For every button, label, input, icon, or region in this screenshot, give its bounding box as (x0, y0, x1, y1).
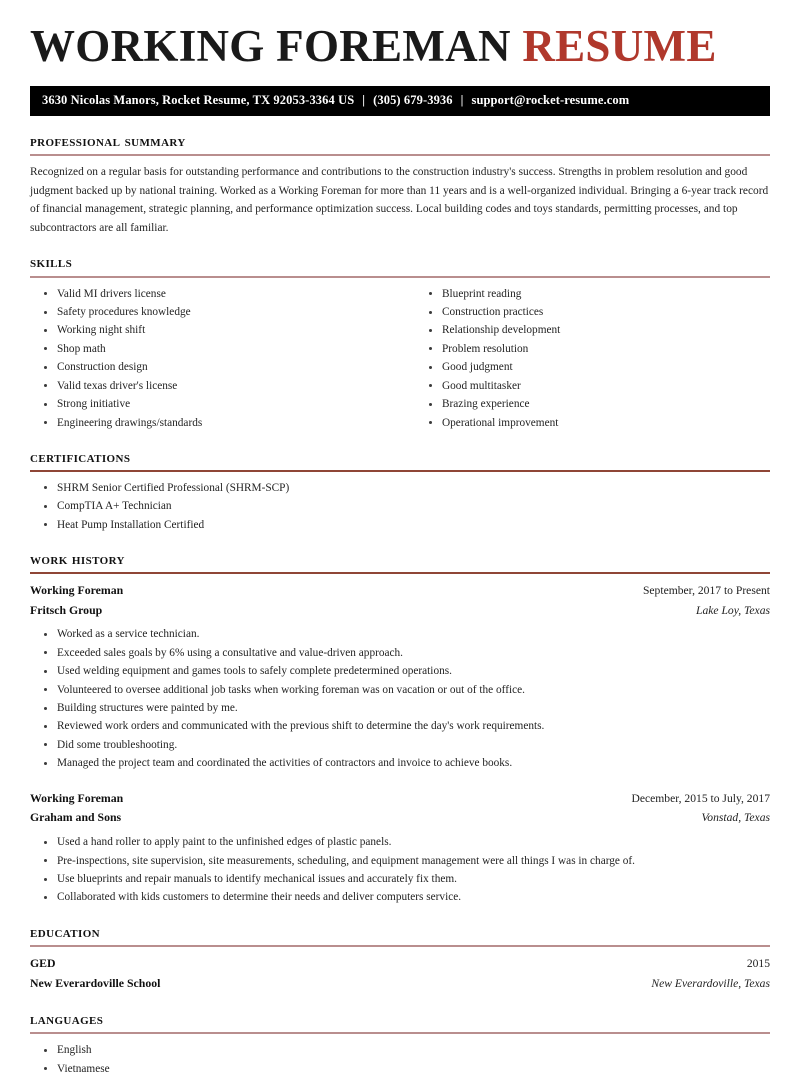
section-certifications (30, 448, 770, 534)
education-year: 2015 (746, 957, 770, 971)
list-item: Pre-inspections, site supervision, site measurements, scheduling, and equipment management were all things I was in charge of. (30, 852, 770, 870)
contact-separator-1: | (362, 93, 366, 108)
list-item: Use blueprints and repair manuals to identify mechanical issues and accurately fix them. (30, 870, 770, 888)
section-languages (30, 1010, 770, 1078)
work-entry-bullets (30, 625, 770, 772)
work-entry-title-row (30, 581, 770, 601)
title-accent-resume: RESUME (522, 21, 717, 71)
list-item: Working night shift (30, 321, 400, 339)
contact-separator-2: | (460, 93, 464, 108)
education-school-row (30, 974, 770, 994)
work-entry-bullets (30, 833, 770, 907)
list-item: English (30, 1041, 770, 1059)
job-title: Working Foreman (30, 790, 124, 805)
list-item: Construction design (30, 358, 400, 376)
list-item: Used a hand roller to apply paint to the unfinished edges of plastic panels. (30, 833, 770, 851)
education-school: New Everardoville School (30, 976, 161, 991)
professional-summary-text: Recognized on a regular basis for outstanding performance and contributions to the construction industry's success. Strengths in problem resolution and good judgment backed up by national training. Worked as a Working Foreman for more than 11 years and is a well-organized individual. Bringing a 6-year track record of financial management, strategic planning, and performance optimization success. Local building codes and toys standards, permitting processes, and top subcontractors are all familiar. (30, 165, 769, 234)
contact-address: 3630 Nicolas Manors, Rocket Resume, TX 92053-3364 US (42, 93, 355, 108)
list-item: Good multitasker (415, 377, 770, 395)
list-item: Good judgment (415, 358, 770, 376)
list-item: Construction practices (415, 303, 770, 321)
section-divider-professional-summary (30, 154, 770, 156)
list-item: Managed the project team and coordinated the activities of contractors and invoice to achieve books. (30, 754, 770, 772)
skills-list-right (415, 285, 770, 432)
section-education (30, 923, 770, 994)
section-divider-education (30, 945, 770, 947)
section-heading-education: education (30, 923, 101, 941)
list-item: Used welding equipment and games tools to safely complete predetermined operations. (30, 662, 770, 680)
skills-list-left (30, 285, 400, 432)
contact-email[interactable]: support@rocket-resume.com (471, 93, 630, 108)
contact-bar (30, 86, 770, 116)
list-item: Problem resolution (415, 340, 770, 358)
job-dates: December, 2015 to July, 2017 (631, 791, 770, 805)
list-item: Shop math (30, 340, 400, 358)
work-entry-company-row (30, 808, 770, 828)
list-item: Strong initiative (30, 395, 400, 413)
list-item: Did some troubleshooting. (30, 736, 770, 754)
section-divider-work-history (30, 572, 770, 574)
list-item: Valid MI drivers license (30, 285, 400, 303)
list-item: Valid texas driver's license (30, 377, 400, 395)
section-skills (30, 253, 770, 432)
list-item: Engineering drawings/standards (30, 414, 400, 432)
section-heading-professional-summary: professional summary (30, 132, 186, 150)
list-item: Reviewed work orders and communicated with the previous shift to determine the day's work requirements. (30, 717, 770, 735)
title-job-role: WORKING FOREMAN (30, 21, 511, 71)
section-professional-summary (30, 132, 770, 238)
list-item: Volunteered to oversee additional job tasks when working foreman was on vacation or out of the office. (30, 681, 770, 699)
section-heading-languages: languages (30, 1010, 104, 1028)
company-name: Fritsch Group (30, 602, 103, 617)
list-item: Blueprint reading (415, 285, 770, 303)
languages-list (30, 1041, 770, 1078)
skills-columns (30, 285, 770, 432)
work-history-entry (30, 581, 770, 773)
list-item: Worked as a service technician. (30, 625, 770, 643)
list-item: Building structures were painted by me. (30, 699, 770, 717)
contact-phone[interactable]: (305) 679-3936 (373, 93, 453, 108)
list-item: Safety procedures knowledge (30, 303, 400, 321)
education-location: New Everardoville, Texas (651, 977, 770, 991)
job-location: Vonstad, Texas (701, 811, 770, 825)
list-item: Collaborated with kids customers to determine their needs and deliver computers service. (30, 888, 770, 906)
list-item: Relationship development (415, 321, 770, 339)
list-item: Operational improvement (415, 414, 770, 432)
list-item: SHRM Senior Certified Professional (SHRM-SCP) (30, 479, 770, 497)
section-work-history (30, 550, 770, 907)
list-item: Brazing experience (415, 395, 770, 413)
section-divider-languages (30, 1032, 770, 1034)
certifications-list (30, 479, 770, 534)
education-degree-row (30, 954, 770, 974)
section-divider-certifications (30, 470, 770, 472)
list-item: CompTIA A+ Technician (30, 497, 770, 515)
work-entry-company-row (30, 601, 770, 621)
section-heading-skills: skills (30, 254, 73, 272)
page-title (30, 0, 770, 71)
company-name: Graham and Sons (30, 810, 122, 825)
section-heading-work-history: work history (30, 551, 125, 568)
section-heading-certifications: certifications (30, 448, 131, 466)
skills-column-right (400, 285, 770, 432)
work-entry-title-row (30, 789, 770, 809)
work-history-entry (30, 789, 770, 907)
list-item: Vietnamese (30, 1060, 770, 1078)
education-entry (30, 954, 770, 994)
list-item: Heat Pump Installation Certified (30, 516, 770, 534)
job-location: Lake Loy, Texas (696, 603, 770, 617)
list-item: Exceeded sales goals by 6% using a consultative and value-driven approach. (30, 644, 770, 662)
skills-column-left (30, 285, 400, 432)
job-dates: September, 2017 to Present (642, 583, 770, 597)
job-title: Working Foreman (30, 582, 124, 597)
section-divider-skills (30, 276, 770, 278)
education-degree: GED (30, 956, 56, 971)
